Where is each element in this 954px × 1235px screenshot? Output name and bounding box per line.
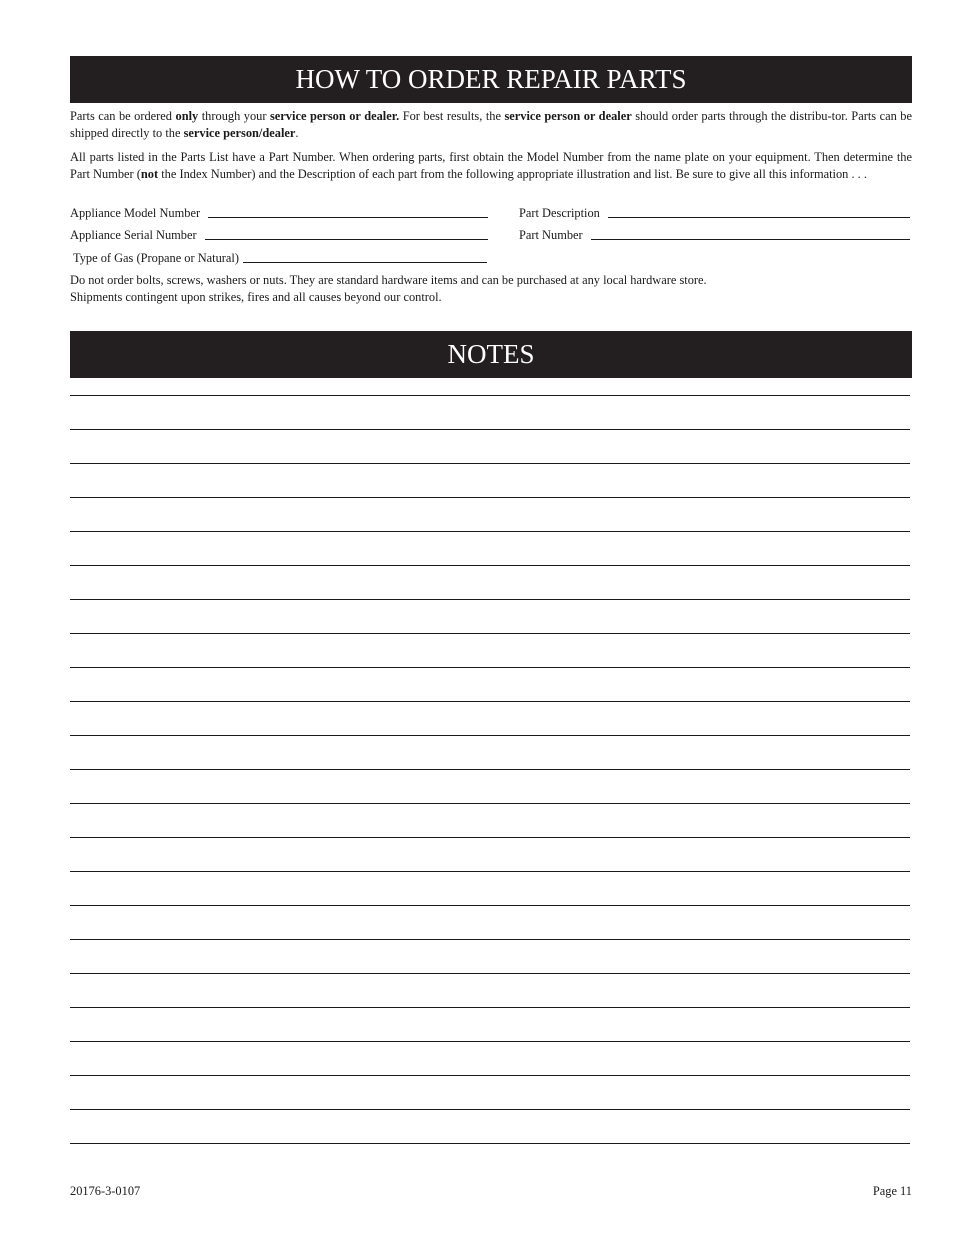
note-line[interactable] (70, 735, 910, 736)
fill-in-line[interactable] (608, 217, 910, 218)
note-line[interactable] (70, 429, 910, 430)
note-line[interactable] (70, 871, 910, 872)
hardware-note (70, 272, 912, 305)
bold-text: service person/dealer (183, 125, 296, 140)
note-line[interactable] (70, 633, 910, 634)
notes-heading: NOTES (70, 331, 912, 378)
appliance-serial-number-field[interactable] (70, 227, 488, 243)
text: For best results, the (399, 109, 505, 123)
page-number: Page 11 (872, 1184, 912, 1198)
bold-text: only (175, 109, 199, 123)
text: the Index Number) and the Description of each part from the following appropriate illustration and list. Be sure to give all this information . . . (158, 166, 867, 181)
text: . (295, 125, 299, 140)
note-line[interactable] (70, 667, 910, 668)
note-line[interactable] (70, 701, 910, 702)
field-label: Part Description (519, 206, 600, 220)
text: All parts listed in the Parts List have a Part Number. When ordering parts, first obtain the Model Number from the name plate on your equipment. Then determine the Part Number ( (70, 150, 912, 181)
part-description-field[interactable] (519, 205, 910, 221)
fill-in-line[interactable] (243, 262, 487, 263)
field-label: Appliance Serial Number (70, 228, 197, 242)
note-line[interactable] (70, 1075, 910, 1076)
note-line[interactable] (70, 973, 910, 974)
field-label: Appliance Model Number (70, 206, 201, 220)
fill-in-line[interactable] (208, 217, 488, 218)
note-line[interactable] (70, 905, 910, 906)
part-number-field[interactable] (519, 227, 910, 243)
part-number-instructions (70, 149, 912, 182)
text: Shipments contingent upon strikes, fires and all causes beyond our control. (70, 289, 442, 304)
note-line[interactable] (70, 803, 910, 804)
gas-type-field[interactable] (73, 250, 487, 266)
fill-in-line[interactable] (591, 239, 910, 240)
note-line[interactable] (70, 939, 910, 940)
bold-text: service person or dealer. (269, 109, 400, 123)
bold-text: service person or dealer (504, 109, 632, 123)
note-line[interactable] (70, 565, 910, 566)
text: through your (198, 109, 270, 123)
note-line[interactable] (70, 463, 910, 464)
note-line[interactable] (70, 1109, 910, 1110)
text: should order parts through the distribu-tor. Parts can be shipped directly to the (70, 109, 912, 140)
field-label: Type of Gas (Propane or Natural) (73, 251, 240, 265)
note-line[interactable] (70, 837, 910, 838)
appliance-model-number-field[interactable] (70, 205, 488, 221)
note-line[interactable] (70, 1007, 910, 1008)
note-line[interactable] (70, 769, 910, 770)
note-line[interactable] (70, 1041, 910, 1042)
bold-text: not (140, 166, 159, 181)
text: Do not order bolts, screws, washers or nuts. They are standard hardware items and can be purchased at any local hardware store. (70, 273, 707, 287)
text: Parts can be ordered (70, 109, 176, 123)
note-line[interactable] (70, 497, 910, 498)
note-line[interactable] (70, 531, 910, 532)
note-line[interactable] (70, 599, 910, 600)
ordering-instructions (70, 108, 912, 141)
note-line[interactable] (70, 1143, 910, 1144)
document-number: 20176-3-0107 (70, 1184, 141, 1198)
fill-in-line[interactable] (205, 239, 488, 240)
note-line[interactable] (70, 395, 910, 396)
order-parts-heading: HOW TO ORDER REPAIR PARTS (70, 56, 912, 103)
field-label: Part Number (519, 228, 583, 242)
